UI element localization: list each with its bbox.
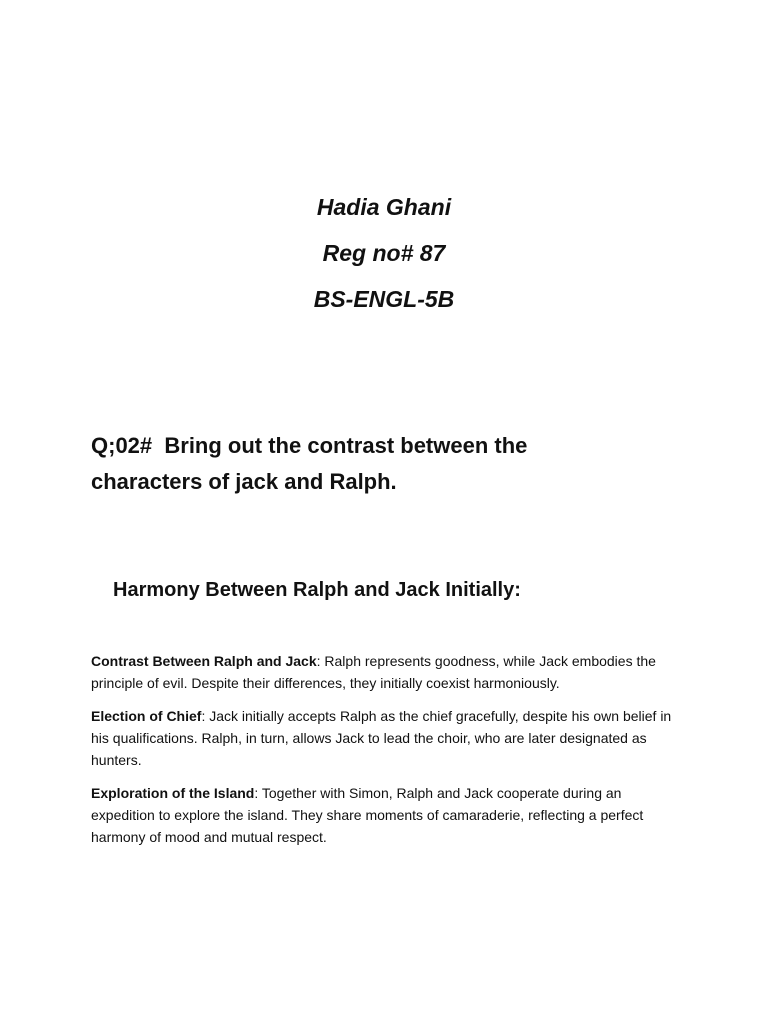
paragraph-election	[91, 705, 683, 771]
class-code: BS-ENGL-5B	[313, 286, 455, 312]
paragraph-text: : Jack initially accepts Ralph as the chief gracefully, despite his own belief in his qualifications. Ralph, in turn, allows Jack to lead the choir, who are later designated as hunters.	[91, 708, 672, 768]
body-paragraphs	[91, 650, 683, 859]
paragraph-term: Contrast Between Ralph and Jack	[91, 653, 317, 669]
section-heading: Harmony Between Ralph and Jack Initially:	[113, 579, 521, 601]
question-line-1: Q;02# Bring out the contrast between the	[91, 433, 528, 458]
question-line-2: characters of jack and Ralph.	[91, 469, 397, 494]
paragraph-text: : Together with Simon, Ralph and Jack cooperate during an expedition to explore the island. They share moments of camaraderie, reflecting a perfect harmony of mood and mutual respect.	[91, 785, 644, 845]
author-name: Hadia Ghani	[316, 194, 452, 220]
registration-number: Reg no# 87	[322, 240, 446, 266]
paragraph-text: : Ralph represents goodness, while Jack embodies the principle of evil. Despite their differences, they initially coexist harmoniously.	[91, 653, 656, 691]
paragraph-exploration	[91, 782, 683, 848]
paragraph-term: Exploration of the Island	[91, 785, 255, 801]
question-heading	[91, 428, 691, 500]
paragraph-contrast	[91, 650, 683, 694]
paragraph-term: Election of Chief	[91, 708, 202, 724]
